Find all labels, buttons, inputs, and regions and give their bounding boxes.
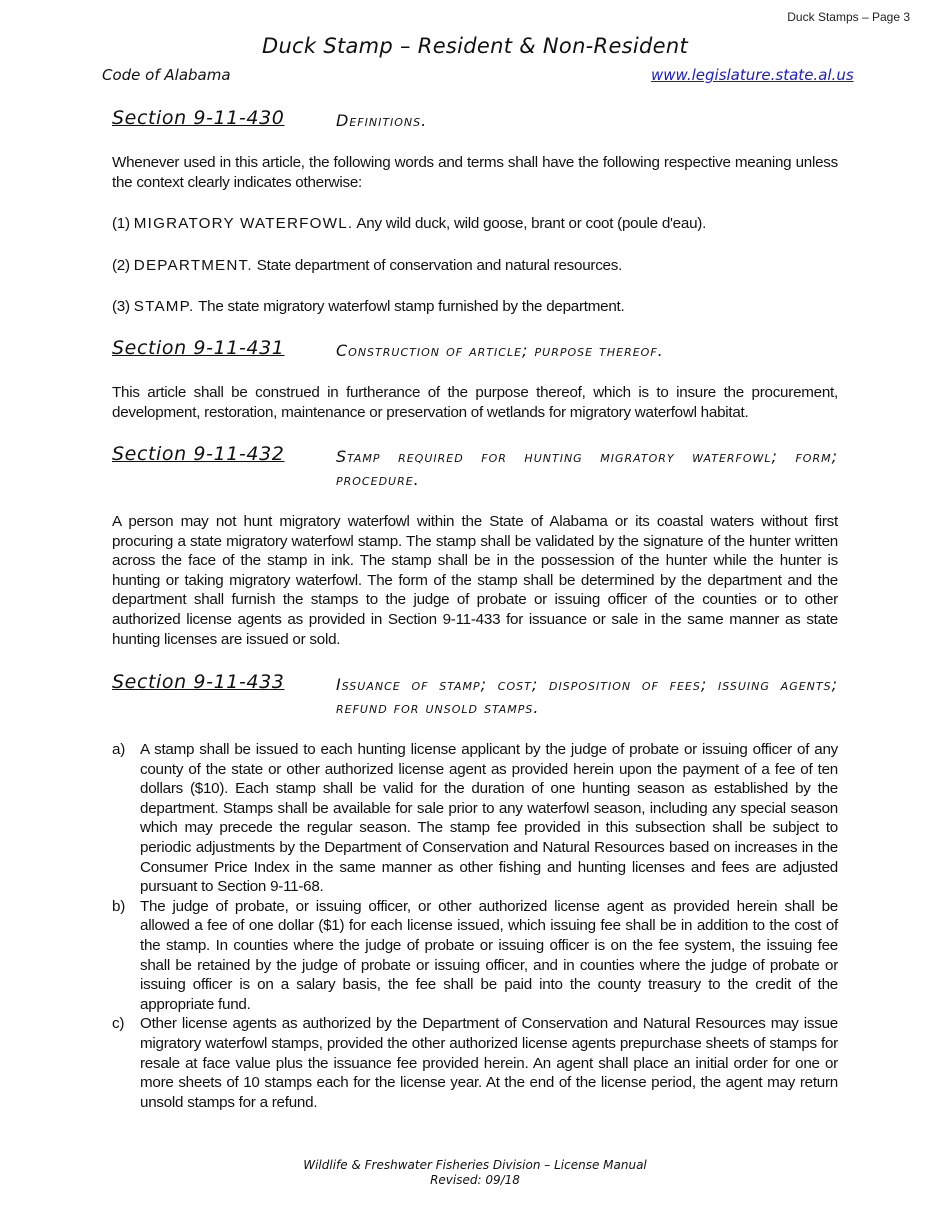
definition-item: (1) MIGRATORY WATERFOWL. Any wild duck, wild goose, brant or coot (poule d'eau). xyxy=(112,215,707,232)
page-footer xyxy=(0,1158,950,1188)
list-item xyxy=(112,740,838,897)
source-link[interactable]: www.legislature.state.al.us xyxy=(651,66,854,84)
definition-term: DEPARTMENT. xyxy=(133,257,253,274)
list-letter: b) xyxy=(112,897,126,915)
definition-text: Any wild duck, wild goose, brant or coot (poule d'eau). xyxy=(356,215,707,232)
definition-text: The state migratory waterfowl stamp furnished by the department. xyxy=(198,298,625,315)
list-item xyxy=(112,1014,838,1112)
source-name: Code of Alabama xyxy=(102,66,231,84)
section-body: This article shall be construed in furtherance of the purpose thereof, which is to insure the procurement, development, restoration, maintenance or preservation of wetlands for migratory waterfowl habitat. xyxy=(112,384,838,421)
list-item-text: A stamp shall be issued to each hunting license applicant by the judge of probate or issuing officer of any county of the state or other authorized license agent as provided herein upon the payment of a fee of ten dollars ($10). Each stamp shall be valid for the duration of one hunting season as established by the department. Stamps shall be available for sale prior to any waterfowl season, including any special season which may precede the regular season. The stamp fee provided in this subsection shall be subject to periodic adjustments by the Department of Conservation and Natural Resources based on increases in the Consumer Price Index in the same manner as other fishing and hunting licenses and fees are adjusted pursuant to Section 9-11-68. xyxy=(140,741,838,896)
subsection-list xyxy=(112,740,838,1112)
section-title: Issuance of stamp; cost; disposition of fees; issuing agents; refund for unsold stamps. xyxy=(336,675,838,717)
section-number: Section 9-11-433 xyxy=(112,671,285,693)
list-letter: a) xyxy=(112,741,126,758)
list-item xyxy=(112,897,838,1015)
footer-line: Revised: 09/18 xyxy=(430,1173,520,1187)
section-number: Section 9-11-432 xyxy=(112,443,285,465)
section-title: Definitions. xyxy=(336,111,428,130)
definition-term: STAMP. xyxy=(133,298,195,315)
definition-item: (2) DEPARTMENT. State department of conservation and natural resources. xyxy=(112,257,623,274)
definition-text: State department of conservation and natural resources. xyxy=(256,257,623,274)
definition-term: MIGRATORY WATERFOWL. xyxy=(133,215,354,232)
section-number: Section 9-11-431 xyxy=(112,337,285,359)
definition-item: (3) STAMP. The state migratory waterfowl stamp furnished by the department. xyxy=(112,298,625,315)
section-title: Construction of article; purpose thereof. xyxy=(336,341,664,360)
page-number: Duck Stamps – Page 3 xyxy=(787,10,910,24)
section-number: Section 9-11-430 xyxy=(112,107,285,129)
section-intro: Whenever used in this article, the following words and terms shall have the following respective meaning unless the context clearly indicates otherwise: xyxy=(112,154,838,191)
list-item-text: Other license agents as authorized by the Department of Conservation and Natural Resources may issue migratory waterfowl stamps, provided the other authorized license agents prepurchase sheets of stamps for resale at face value plus the issuance fee provided herein. An agent shall place an initial order for one or more sheets of 10 stamps each for the license year. At the end of the license period, the agent may return unsold stamps for a refund. xyxy=(140,1015,838,1111)
section-body: A person may not hunt migratory waterfowl within the State of Alabama or its coastal waters without first procuring a state migratory waterfowl stamp. The stamp shall be validated by the signature of the hunter written across the face of the stamp in ink. The stamp shall be in the possession of the hunter while the hunter is hunting or taking migratory waterfowl. The form of the stamp shall be determined by the department and the department shall furnish the stamps to the judge of probate or issuing officer of the counties or to other authorized license agents as provided in Section 9-11-433 for issuance or sale in the same manner as state hunting licenses are issued or sold. xyxy=(112,513,838,648)
list-letter: c) xyxy=(112,1015,125,1033)
document-title: Duck Stamp – Resident & Non-Resident xyxy=(261,34,689,58)
footer-line: Wildlife & Freshwater Fisheries Division – License Manual xyxy=(303,1158,647,1172)
section-title: Stamp required for hunting migratory waterfowl; form; procedure. xyxy=(336,447,838,489)
list-item-text: The judge of probate, or issuing officer, or other authorized license agent as provided herein shall be allowed a fee of one dollar ($1) for each license issued, which issuing fee shall be in addition to the cost of the stamp. In counties where the judge of probate or issuing officer is on the fee system, the issuing fee shall be retained by the judge of probate or issuing officer, and in counties where the judge of probate or issuing officer is on a salary basis, the fee shall be paid into the county treasury to the credit of the appropriate fund. xyxy=(140,897,838,1013)
